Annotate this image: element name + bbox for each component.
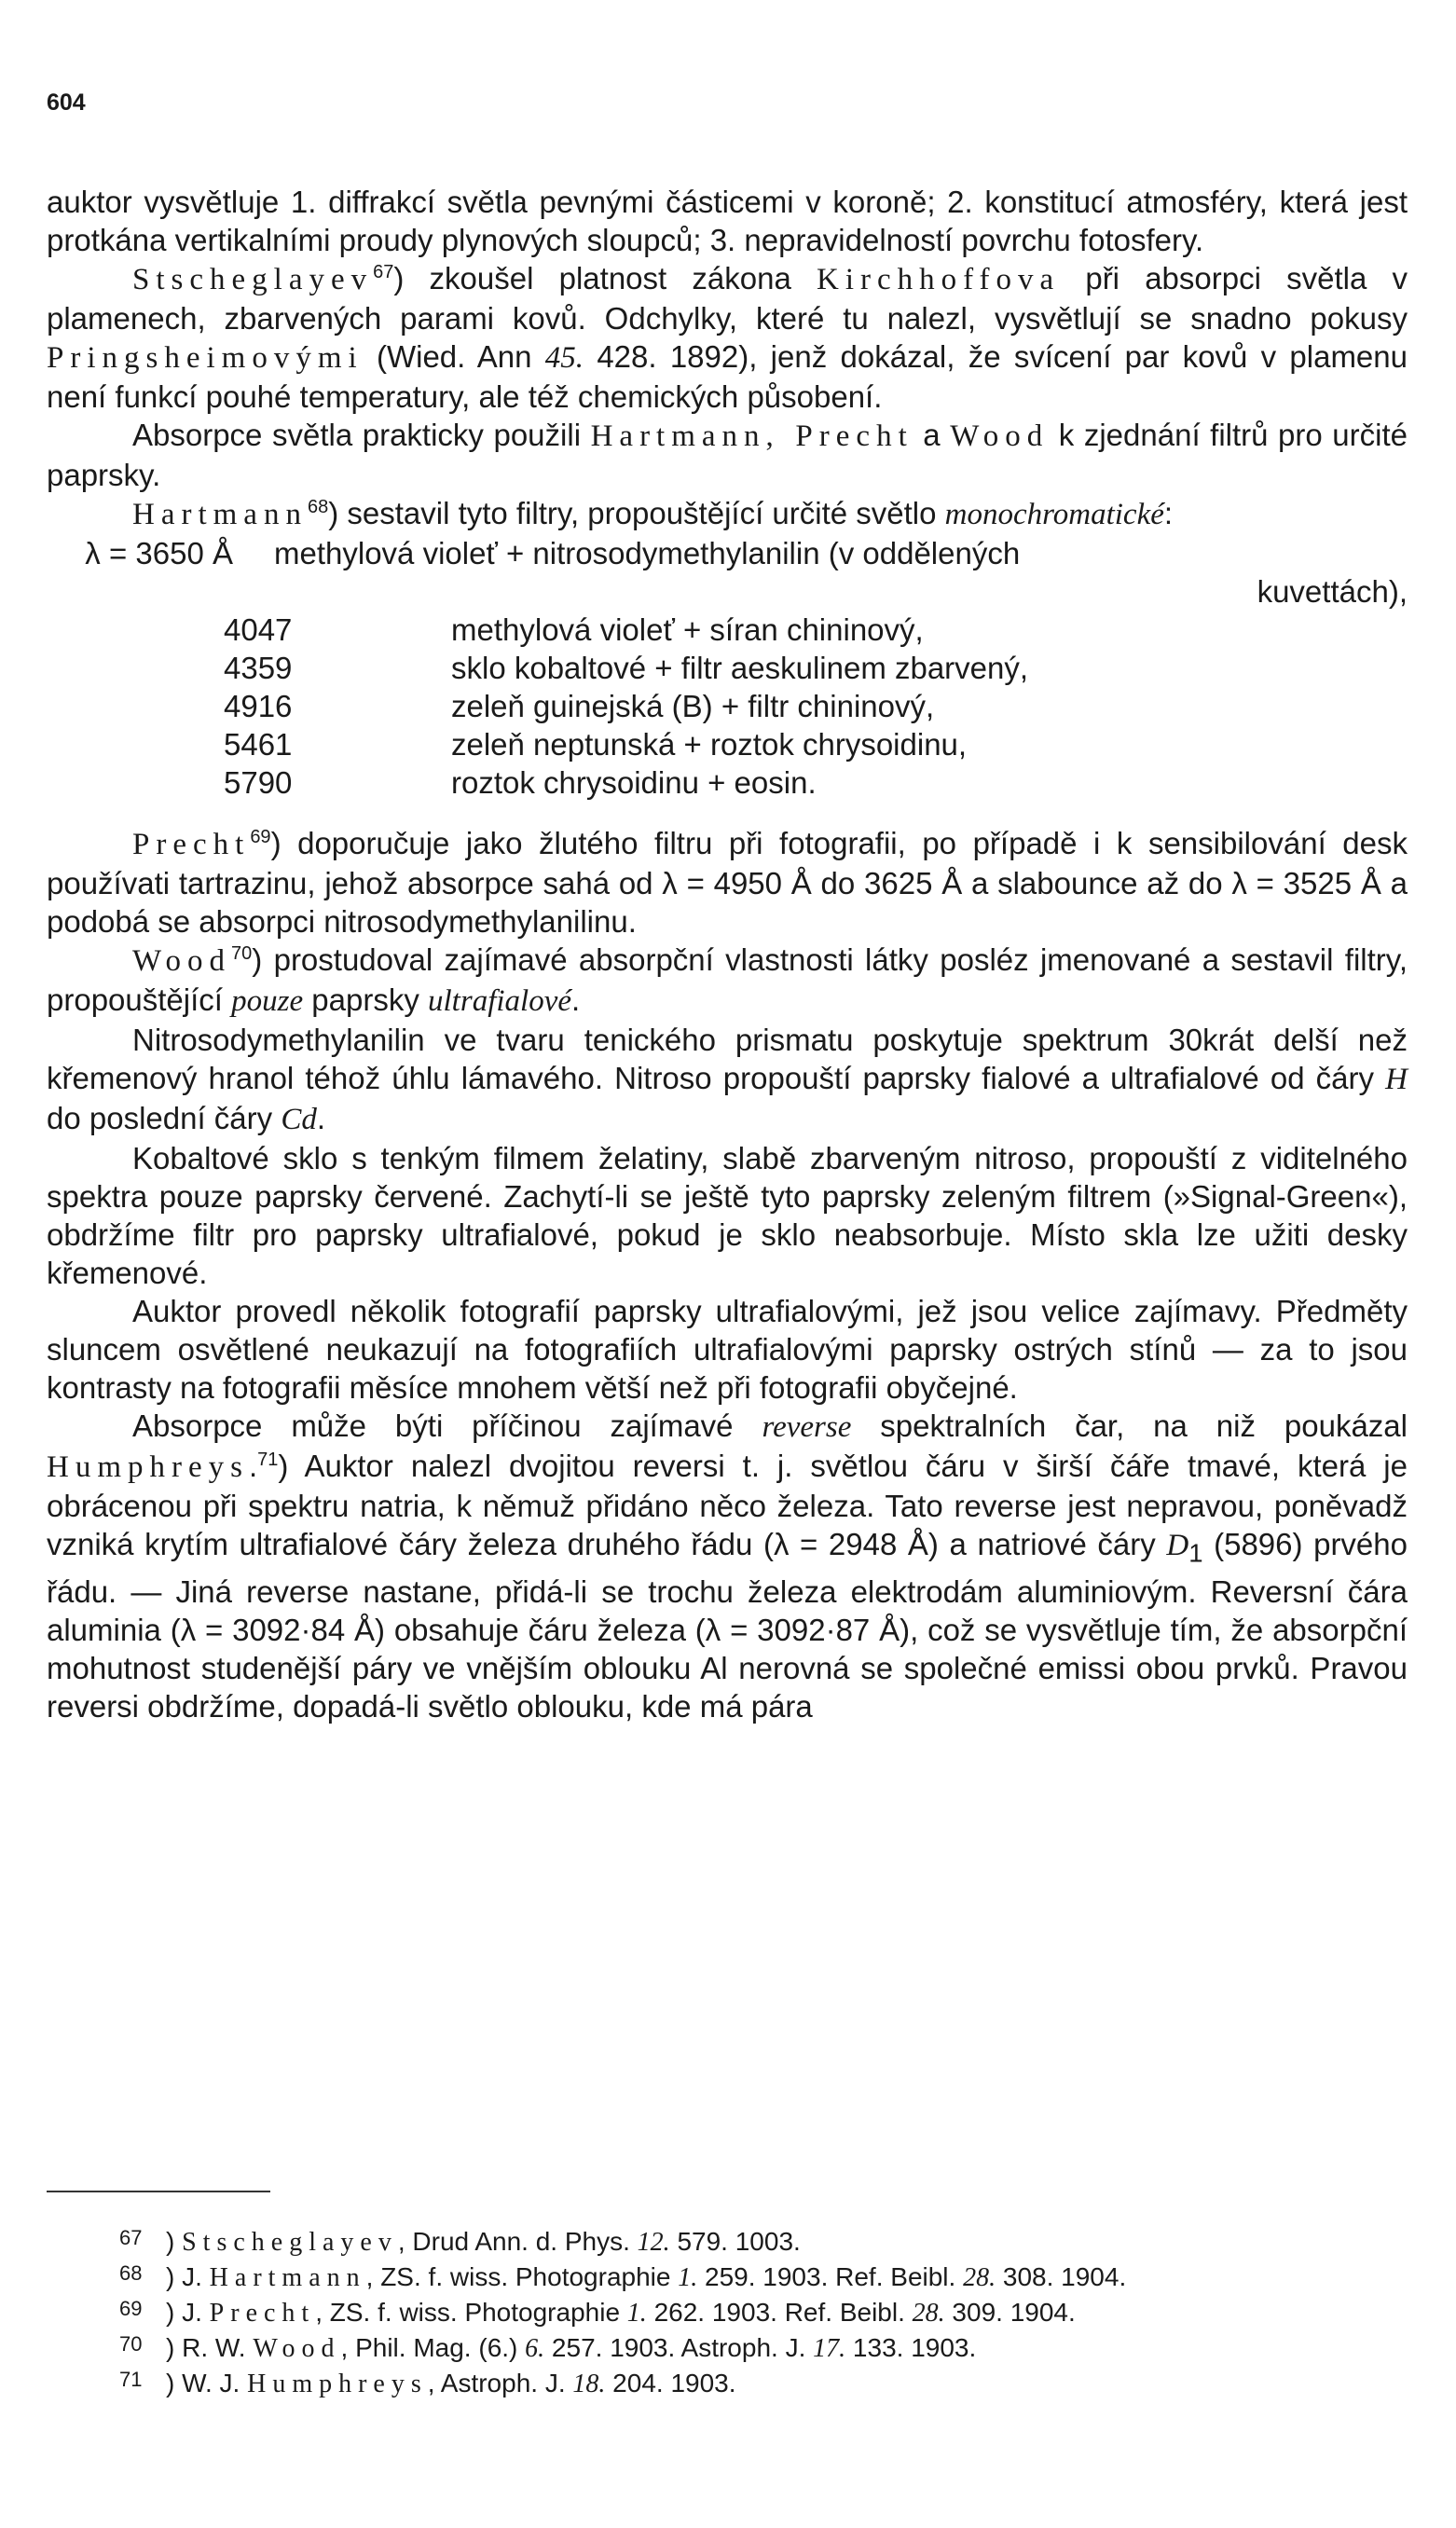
filter-description: methylová violeť + nitrosodymethylanilin (v oddělených bbox=[274, 536, 1021, 570]
spaced-name: Humphreys bbox=[247, 2370, 428, 2398]
footnote-ref: 68 bbox=[307, 497, 329, 517]
subscript: 1 bbox=[1188, 1538, 1203, 1568]
filter-wavelength: 4359 bbox=[224, 651, 293, 685]
text-run: . bbox=[248, 1449, 258, 1483]
paragraph bbox=[47, 1292, 1408, 1407]
footnote-rule bbox=[47, 2191, 270, 2192]
page-number: 604 bbox=[47, 89, 86, 116]
paragraph bbox=[47, 494, 1408, 534]
filter-row-continuation bbox=[47, 572, 1408, 611]
footnote-paren: ) bbox=[166, 2298, 183, 2327]
body-text bbox=[47, 183, 1408, 1725]
paragraph bbox=[47, 259, 1408, 416]
paragraph-group-1 bbox=[47, 183, 1408, 534]
text-run: Absorpce světla prakticky použili bbox=[132, 418, 591, 452]
text-run: 428. 1892), jenž dokázal, že svícení par kovů v plamenu není funkcí pouhé temperatury, ale též chemických působení. bbox=[47, 339, 1408, 414]
italic-text: H bbox=[1385, 1063, 1408, 1096]
footnote bbox=[119, 2258, 1424, 2293]
text-run: spektralních čar, na niž poukázal bbox=[851, 1408, 1408, 1443]
footnote bbox=[119, 2329, 1424, 2364]
filter-row-first bbox=[47, 534, 1408, 572]
text-run: 262. 1903. Ref. Beibl. bbox=[646, 2298, 913, 2327]
filter-wavelength: 4916 bbox=[224, 689, 293, 723]
text-run: : bbox=[1163, 496, 1174, 530]
filter-description: sklo kobaltové + filtr aeskulinem zbarvený, bbox=[451, 651, 1029, 685]
paragraph-group-2 bbox=[47, 824, 1408, 1725]
filter-description: zeleň neptunská + roztok chrysoidinu, bbox=[451, 727, 968, 762]
filter-description: methylová violeť + síran chininový, bbox=[451, 612, 924, 647]
spaced-name: Stscheglayev bbox=[132, 263, 374, 296]
text-run: 259. 1903. Ref. Beibl. bbox=[697, 2262, 964, 2291]
text-run: W. J. bbox=[182, 2369, 248, 2397]
text-run: 204. 1903. bbox=[605, 2369, 736, 2397]
footnotes bbox=[119, 2222, 1424, 2399]
footnote-paren: ) bbox=[166, 2227, 183, 2256]
filter-wavelength: 5790 bbox=[224, 765, 293, 800]
filter-row bbox=[47, 763, 1408, 802]
footnote-mark: 71 bbox=[119, 2368, 143, 2391]
italic-text: monochromatické bbox=[944, 498, 1164, 531]
italic-text: ultrafialové bbox=[428, 984, 571, 1018]
filter-row bbox=[47, 687, 1408, 725]
text-run: do poslední čáry bbox=[47, 1101, 282, 1135]
text-run: paprsky bbox=[303, 982, 429, 1017]
italic-text: 18. bbox=[572, 2370, 606, 2398]
filter-wavelength: 4047 bbox=[224, 612, 293, 647]
italic-text: 6. bbox=[525, 2334, 545, 2363]
italic-text: 1. bbox=[626, 2299, 647, 2328]
spaced-name: Wood bbox=[950, 419, 1050, 453]
text-run: ) doporučuje jako žlutého filtru při fotografii, po případě i k sensibilování desk používati tartrazinu, jehož absorpce sahá od λ = 4950 Å do 3625 Å a slabounce až do λ = 3525 Å a podobá se absorpci nitrosodymethylanilinu. bbox=[47, 826, 1408, 939]
filter-table bbox=[47, 534, 1408, 802]
text-run: R. W. bbox=[182, 2333, 254, 2362]
italic-text: 28. bbox=[963, 2263, 996, 2292]
italic-text: pouze bbox=[231, 984, 304, 1018]
footnote bbox=[119, 2293, 1424, 2329]
text-run: (5896) prvého řádu. — Jiná reverse nastane, přidá-li se trochu železa elektrodám aluminiovým. Reversní čára aluminia (λ = 3092·84 Å) obsahuje čáru železa (λ = 3092·87 Å), což se vysvětluje tím, že absorpční mohutnost studenější páry ve vnějším oblouku Al nerovná se společné emissi obou prvků. Pravou reversi obdržíme, dopadá-li světlo oblouku, kde má pára bbox=[47, 1527, 1408, 1724]
spaced-name: Stscheglayev bbox=[182, 2228, 398, 2257]
filter-description: roztok chrysoidinu + eosin. bbox=[451, 765, 817, 800]
spaced-name: Hartmann, Precht bbox=[590, 419, 913, 453]
italic-text: 12. bbox=[637, 2228, 670, 2257]
filter-row bbox=[47, 649, 1408, 687]
paragraph bbox=[47, 941, 1408, 1021]
filter-row bbox=[47, 725, 1408, 763]
text-run: Absorpce může býti příčinou zajímavé bbox=[132, 1408, 762, 1443]
paragraph bbox=[47, 1021, 1408, 1139]
filter-row bbox=[47, 611, 1408, 649]
footnote-ref: 71 bbox=[257, 1449, 279, 1470]
text-run: k zjednání filtrů pro určité paprsky. bbox=[47, 418, 1408, 492]
paragraph bbox=[47, 183, 1408, 259]
filter-rows bbox=[47, 611, 1408, 802]
text-run: Auktor provedl několik fotografií paprsky ultrafialovými, jež jsou velice zajímavy. Předměty sluncem osvětlené neukazují na fotografiích ultrafialovými paprsky ostrých stínů — za to jsou kontrasty na fotografii měsíce mnohem větší než při fotografii obyčejné. bbox=[47, 1294, 1408, 1405]
footnote-paren: ) bbox=[166, 2333, 183, 2362]
spaced-name: Precht bbox=[209, 2299, 316, 2328]
italic-text: 28. bbox=[912, 2299, 945, 2328]
footnote-ref: 67 bbox=[373, 262, 394, 282]
italic-text: 45. bbox=[544, 341, 584, 375]
footnote-mark: 70 bbox=[119, 2332, 143, 2356]
footnote-ref: 70 bbox=[231, 943, 253, 964]
text-run: , Phil. Mag. (6.) bbox=[340, 2333, 526, 2362]
spaced-name: Wood bbox=[253, 2334, 341, 2363]
text-run: 579. 1003. bbox=[669, 2227, 801, 2256]
footnote-paren: ) bbox=[166, 2369, 183, 2397]
text-run: . bbox=[571, 982, 581, 1017]
italic-text: reverse bbox=[762, 1410, 852, 1444]
footnote bbox=[119, 2364, 1424, 2399]
spaced-name: Hartmann bbox=[209, 2263, 366, 2292]
text-run: , ZS. f. wiss. Photographie bbox=[365, 2262, 679, 2291]
paragraph bbox=[47, 416, 1408, 494]
footnote-mark: 68 bbox=[119, 2261, 143, 2285]
footnote-paren: ) bbox=[166, 2262, 183, 2291]
text-run: 308. 1904. bbox=[996, 2262, 1127, 2291]
italic-text: 1. bbox=[678, 2263, 698, 2292]
filter-wavelength: λ = 3650 Å bbox=[85, 536, 233, 570]
spaced-name: Humphreys bbox=[47, 1450, 249, 1484]
footnote-ref: 69 bbox=[250, 827, 271, 847]
text-run: 133. 1903. bbox=[845, 2333, 977, 2362]
text-run: ) zkoušel platnost zákona bbox=[393, 261, 817, 295]
footnote-mark: 67 bbox=[119, 2226, 143, 2249]
text-run: J. bbox=[182, 2298, 210, 2327]
filter-wavelength: 5461 bbox=[224, 727, 293, 762]
filter-description-cont: kuvettách), bbox=[1257, 574, 1408, 609]
paragraph bbox=[47, 824, 1408, 941]
text-run: při absorpci světla v plamenech, zbarvených parami kovů. Odchylky, které tu nalezl, vysvětlují se snadno pokusy bbox=[47, 261, 1408, 336]
text-run: 309. 1904. bbox=[944, 2298, 1076, 2327]
text-run: , Drud Ann. d. Phys. bbox=[397, 2227, 638, 2256]
text-run: Nitrosodymethylanilin ve tvaru tenického prismatu poskytuje spektrum 30krát delší než křemenový hranol téhož úhlu lámavého. Nitroso propouští paprsky fialové a ultrafialové od čáry bbox=[47, 1023, 1408, 1095]
text-run: Kobaltové sklo s tenkým filmem želatiny, slabě zbarveným nitroso, propouští z viditelného spektra pouze paprsky červené. Zachytí-li se ještě tyto paprsky zeleným filtrem (»Signal-Green«), obdržíme filtr pro paprsky ultrafialové, pokud je sklo neabsorbuje. Místo skla lze užiti desky křemenové. bbox=[47, 1141, 1408, 1290]
spacer bbox=[47, 802, 1408, 824]
document-page bbox=[47, 0, 1409, 2528]
spaced-name: Wood bbox=[132, 944, 232, 978]
text-run: 257. 1903. Astroph. J. bbox=[544, 2333, 814, 2362]
text-run: ) prostudoval zajímavé absorpční vlastnosti látky posléz jmenované a sestavil filtry, propouštějící bbox=[47, 942, 1408, 1017]
spaced-name: Pringsheimovými bbox=[47, 341, 364, 375]
text-run: ) sestavil tyto filtry, propouštějící určité světlo bbox=[328, 496, 945, 530]
text-run: a bbox=[913, 418, 951, 452]
text-run: (Wied. Ann bbox=[363, 339, 545, 374]
text-run: . bbox=[316, 1101, 326, 1135]
italic-text: 17. bbox=[813, 2334, 846, 2363]
footnote bbox=[119, 2222, 1424, 2258]
filter-description: zeleň guinejská (B) + filtr chininový, bbox=[451, 689, 935, 723]
spaced-name: Hartmann bbox=[132, 498, 308, 531]
text-run: ) Auktor nalezl dvojitou reversi t. j. světlou čáru v širší čáře tmavé, která je obrácenou při spektru natria, k němuž přidáno něco železa. Tato reverse jest nepravou, poněvadž vzniká krytím ultrafialové čáry železa druhého řádu (λ = 2948 Å) a natriové čáry bbox=[47, 1449, 1408, 1561]
italic-text: Cd bbox=[281, 1103, 317, 1136]
spaced-name: Kirchhoffova bbox=[816, 263, 1061, 296]
paragraph bbox=[47, 1139, 1408, 1292]
paragraph bbox=[47, 1407, 1408, 1725]
text-run: , Astroph. J. bbox=[427, 2369, 573, 2397]
text-run: , ZS. f. wiss. Photographie bbox=[315, 2298, 627, 2327]
italic-text: D bbox=[1166, 1529, 1189, 1562]
text-run: auktor vysvětluje 1. diffrakcí světla pevnými částicemi v koroně; 2. konstitucí atmosféry, která jest protkána vertikalními proudy plynových sloupců; 3. nepravidelností povrchu fotosfery. bbox=[47, 185, 1408, 257]
text-run: J. bbox=[182, 2262, 210, 2291]
footnote-mark: 69 bbox=[119, 2297, 143, 2320]
spaced-name: Precht bbox=[132, 828, 251, 861]
